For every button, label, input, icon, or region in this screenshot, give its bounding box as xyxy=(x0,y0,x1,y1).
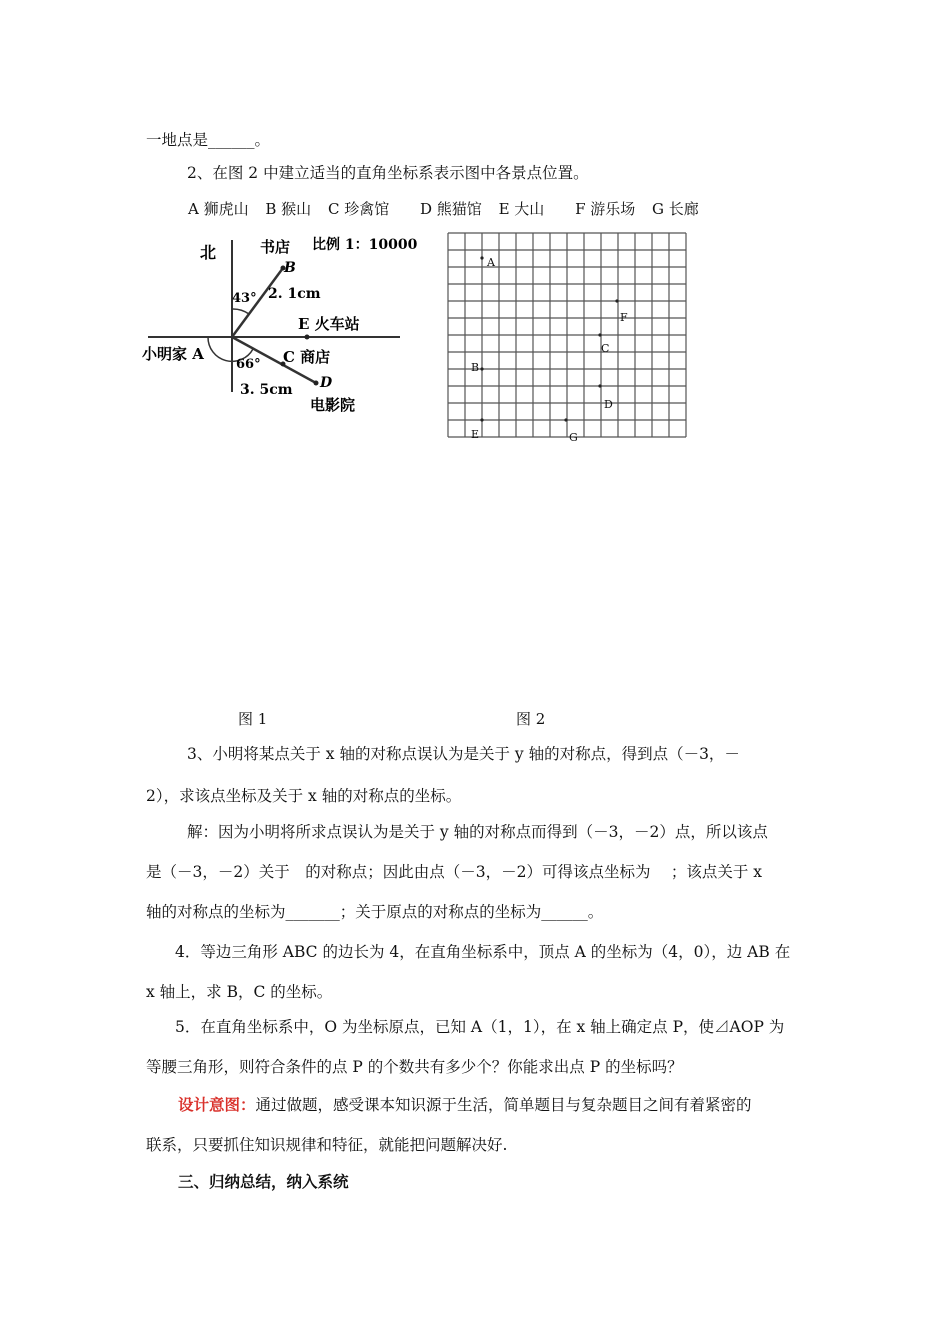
q3-line1: 3、小明将某点关于 x 轴的对称点误认为是关于 y 轴的对称点，得到点（－3，－ xyxy=(187,745,740,763)
figure-1 xyxy=(140,232,430,432)
design-intent-line1 xyxy=(178,1095,752,1115)
grid-label-f: F xyxy=(620,311,628,324)
station-label: E 火车站 xyxy=(298,315,360,333)
spot-a: A 狮虎山 xyxy=(188,200,249,218)
b-label: B xyxy=(284,260,296,276)
home-label: 小明家 A xyxy=(142,345,204,363)
q3-solution-line2: 是（－3，－2）关于 的对称点；因此由点（－3，－2）可得该点坐标为 ；该点关于 x xyxy=(146,863,763,881)
spot-b: B 猴山 xyxy=(265,200,312,218)
q5-line2: 等腰三角形，则符合条件的点 P 的个数共有多少个？你能求出点 P 的坐标吗？ xyxy=(146,1058,683,1076)
figure-2-grid xyxy=(440,228,690,448)
section-3-heading: 三、归纳总结，纳入系统 xyxy=(178,1173,349,1191)
point-c xyxy=(598,333,601,336)
design-intent-text: 通过做题，感受课本知识源于生活，简单题目与复杂题目之间有着紧密的 xyxy=(255,1096,752,1114)
point-e xyxy=(480,418,483,421)
q3-line2: 2），求该点坐标及关于 x 轴的对称点的坐标。 xyxy=(146,787,462,805)
grid-lines xyxy=(448,233,686,437)
dist-b-label: 2. 1cm xyxy=(268,286,321,302)
cinema-label: 电影院 xyxy=(310,396,356,414)
north-label: 北 xyxy=(200,243,217,262)
q1-tail: 一地点是______。 xyxy=(146,131,271,149)
grid-label-d: D xyxy=(604,398,613,411)
grid-label-g: G xyxy=(569,431,578,444)
dist-d-label: 3. 5cm xyxy=(240,382,293,398)
q4-line1: 4．等边三角形 ABC 的边长为 4，在直角坐标系中，顶点 A 的坐标为（4，0），边 AB 在 xyxy=(175,943,791,961)
point-f xyxy=(615,299,618,302)
spot-f: F 游乐场 xyxy=(575,200,636,218)
design-intent-line2: 联系，只要抓住知识规律和特征，就能把问题解决好. xyxy=(146,1136,508,1154)
angle-66-label: 66° xyxy=(236,357,261,372)
point-a xyxy=(480,256,483,259)
figure-1-caption: 图 1 xyxy=(238,710,268,728)
point-g xyxy=(564,418,567,421)
d-label: D xyxy=(320,375,333,391)
spot-list xyxy=(188,199,699,219)
shop-label: C 商店 xyxy=(283,348,331,366)
grid-label-b: B xyxy=(471,361,480,374)
grid-label-a: A xyxy=(487,256,495,269)
point-d xyxy=(598,384,601,387)
q3-solution-line1: 解：因为小明将所求点误认为是关于 y 轴的对称点而得到（－3，－2）点，所以该点 xyxy=(187,823,768,841)
scale-label: 比例 1：10000 xyxy=(312,237,418,253)
point-b xyxy=(480,367,483,370)
bookstore-label: 书店 xyxy=(260,238,291,256)
q2-text: 2、在图 2 中建立适当的直角坐标系表示图中各景点位置。 xyxy=(187,164,589,182)
q3-solution-line3: 轴的对称点的坐标为_______；关于原点的对称点的坐标为______。 xyxy=(146,903,604,921)
spot-e: E 大山 xyxy=(498,200,545,218)
grid-label-c: C xyxy=(601,342,610,355)
q5-line1: 5．在直角坐标系中，O 为坐标原点，已知 A（1，1），在 x 轴上确定点 P，使⊿AOP 为 xyxy=(175,1018,785,1036)
angle-43-label: 43° xyxy=(232,291,257,306)
spot-c: C 珍禽馆 xyxy=(327,200,390,218)
point-e xyxy=(305,335,310,340)
spot-g: G 长廊 xyxy=(652,200,699,218)
spot-d: D 熊猫馆 xyxy=(420,200,482,218)
point-d xyxy=(314,381,319,386)
grid-label-e: E xyxy=(471,428,480,441)
arc-43 xyxy=(232,309,249,314)
q4-line2: x 轴上，求 B，C 的坐标。 xyxy=(146,983,333,1001)
figure-2-caption: 图 2 xyxy=(516,710,546,728)
design-intent-label: 设计意图： xyxy=(178,1096,256,1114)
